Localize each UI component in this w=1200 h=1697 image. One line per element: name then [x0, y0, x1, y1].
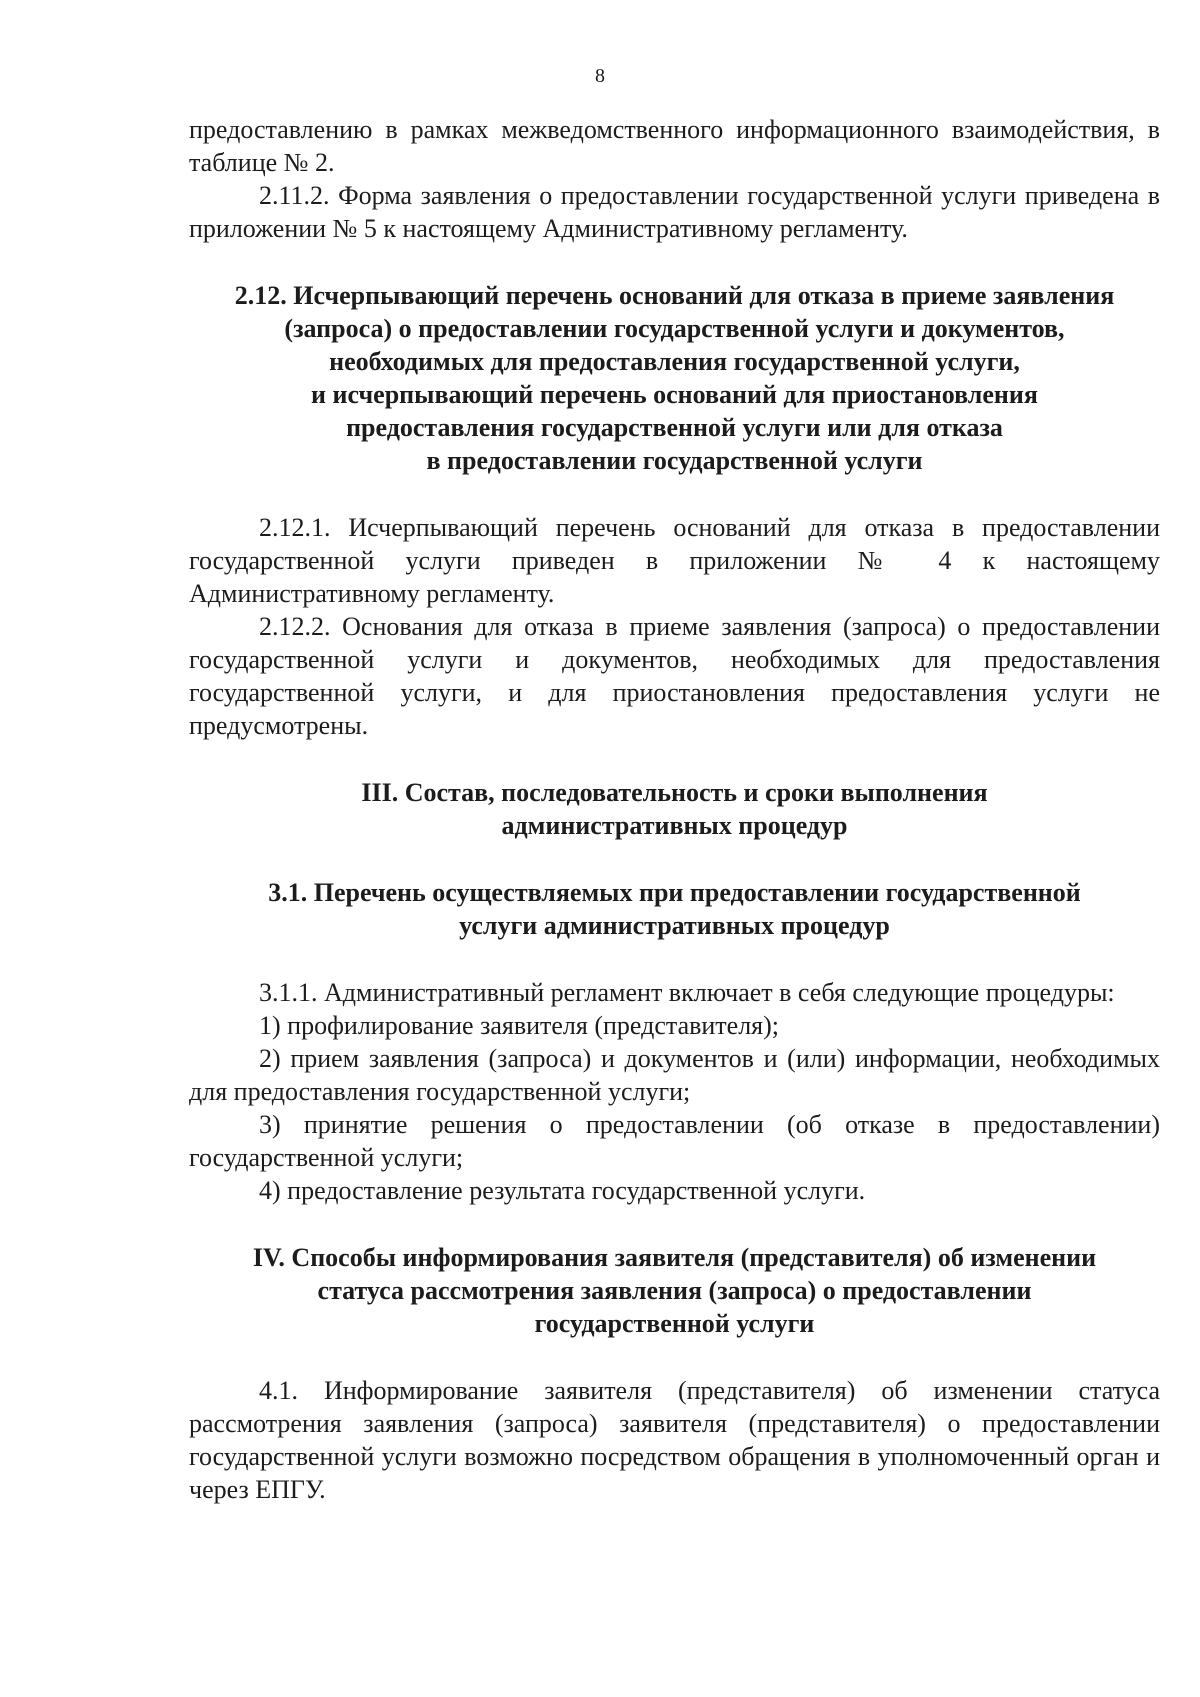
paragraph-3-1-1: 3.1.1. Административный регламент включает в себя следующие процедуры:	[259, 978, 1115, 1007]
heading-line: 2.12. Исчерпывающий перечень оснований для отказа в приеме заявления	[234, 281, 1115, 310]
section-heading-IV	[189, 1241, 1160, 1340]
heading-line: административных процедур	[501, 811, 848, 840]
list-item-2: 2) прием заявления (запроса) и документов и (или) информации, необходимых для предоставления государственной услуги;	[189, 1044, 1160, 1106]
heading-line: (запроса) о предоставлении государственной услуги и документов,	[284, 314, 1065, 343]
paragraph-2-12-2: 2.12.2. Основания для отказа в приеме заявления (запроса) о предоставлении государственной услуги и документов, необходимых для предоставления государственной услуги, и для приостановления предоставления услуги не предусмотрены.	[189, 612, 1160, 740]
heading-line: IV. Способы информирования заявителя (представителя) об изменении	[252, 1243, 1097, 1272]
section-heading-III	[189, 776, 1160, 842]
section-heading-3-1	[189, 876, 1160, 942]
page-number: 8	[595, 65, 605, 87]
list-item-3: 3) принятие решения о предоставлении (об отказе в предоставлении) государственной услуги;	[189, 1110, 1160, 1172]
heading-line: и исчерпывающий перечень оснований для приостановления	[311, 380, 1038, 409]
heading-line: услуги административных процедур	[459, 911, 890, 940]
paragraph-2-12-1: 2.12.1. Исчерпывающий перечень оснований для отказа в предоставлении государственной услуги приведен в приложении № 4 к настоящему Административному регламенту.	[189, 513, 1160, 608]
heading-line: государственной услуги	[534, 1309, 815, 1338]
heading-line: 3.1. Перечень осуществляемых при предоставлении государственной	[268, 878, 1081, 907]
heading-line: предоставления государственной услуги или для отказа	[346, 413, 1003, 442]
paragraph-top-1: предоставлению в рамках межведомственного информационного взаимодействия, в таблице № 2.	[189, 115, 1160, 177]
heading-line: в предоставлении государственной услуги	[426, 446, 923, 475]
heading-line: необходимых для предоставления государственной услуги,	[329, 347, 1020, 376]
list-item-1: 1) профилирование заявителя (представителя);	[259, 1011, 780, 1040]
list-item-4: 4) предоставление результата государственной услуги.	[259, 1176, 866, 1205]
section-heading-2-12	[189, 279, 1160, 477]
heading-line: III. Состав, последовательность и сроки выполнения	[361, 778, 988, 807]
paragraph-4-1: 4.1. Информирование заявителя (представителя) об изменении статуса рассмотрения заявления (запроса) заявителя (представителя) о предоставлении государственной услуги возможно посредством обращения в уполномоченный орган и через ЕПГУ.	[189, 1376, 1160, 1504]
heading-line: статуса рассмотрения заявления (запроса) о предоставлении	[317, 1276, 1032, 1305]
paragraph-2-11-2: 2.11.2. Форма заявления о предоставлении государственной услуги приведена в приложении № 5 к настоящему Административному регламенту.	[189, 181, 1160, 243]
page-content	[189, 113, 1160, 1506]
